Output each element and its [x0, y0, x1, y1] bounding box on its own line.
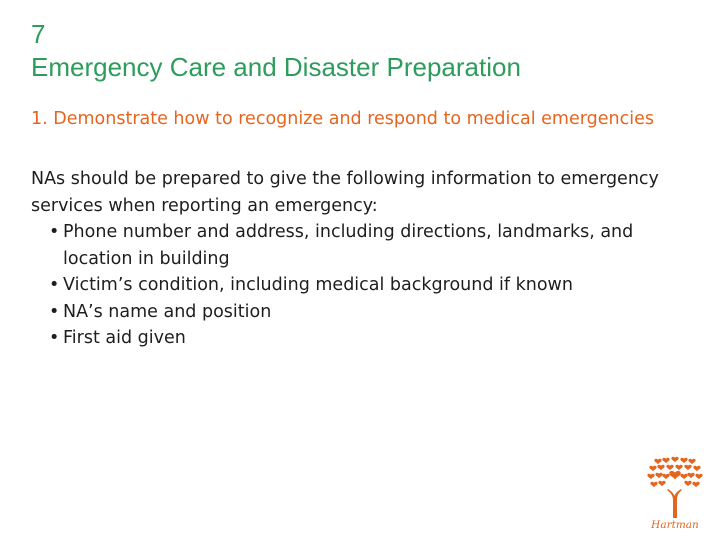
logo-text: Hartman — [651, 519, 699, 531]
learning-objective: 1. Demonstrate how to recognize and respond to medical emergencies — [31, 109, 654, 129]
bullet-item — [49, 299, 701, 326]
bullet-dot: • — [49, 222, 60, 242]
heart-tree-icon — [640, 456, 710, 520]
bullet-dot: • — [49, 275, 60, 295]
hartman-logo — [640, 456, 710, 536]
intro-text: NAs should be prepared to give the following information to emergency services when reporting an emergency: — [31, 169, 659, 216]
bullet-text: Victim’s condition, including medical background if known — [63, 275, 573, 295]
bullet-item — [49, 219, 701, 272]
slide-body — [31, 166, 701, 352]
bullet-dot: • — [49, 328, 60, 348]
bullet-item — [49, 272, 701, 299]
bullet-item — [49, 325, 701, 352]
chapter-number: 7 — [31, 19, 46, 49]
chapter-title: Emergency Care and Disaster Preparation — [31, 52, 521, 82]
bullet-text: Phone number and address, including directions, landmarks, and location in building — [63, 222, 634, 269]
slide-title — [31, 18, 691, 84]
bullet-text: First aid given — [63, 328, 186, 348]
bullet-dot: • — [49, 301, 60, 322]
bullet-text: NA’s name and position — [63, 301, 272, 322]
bullet-list — [31, 219, 701, 352]
